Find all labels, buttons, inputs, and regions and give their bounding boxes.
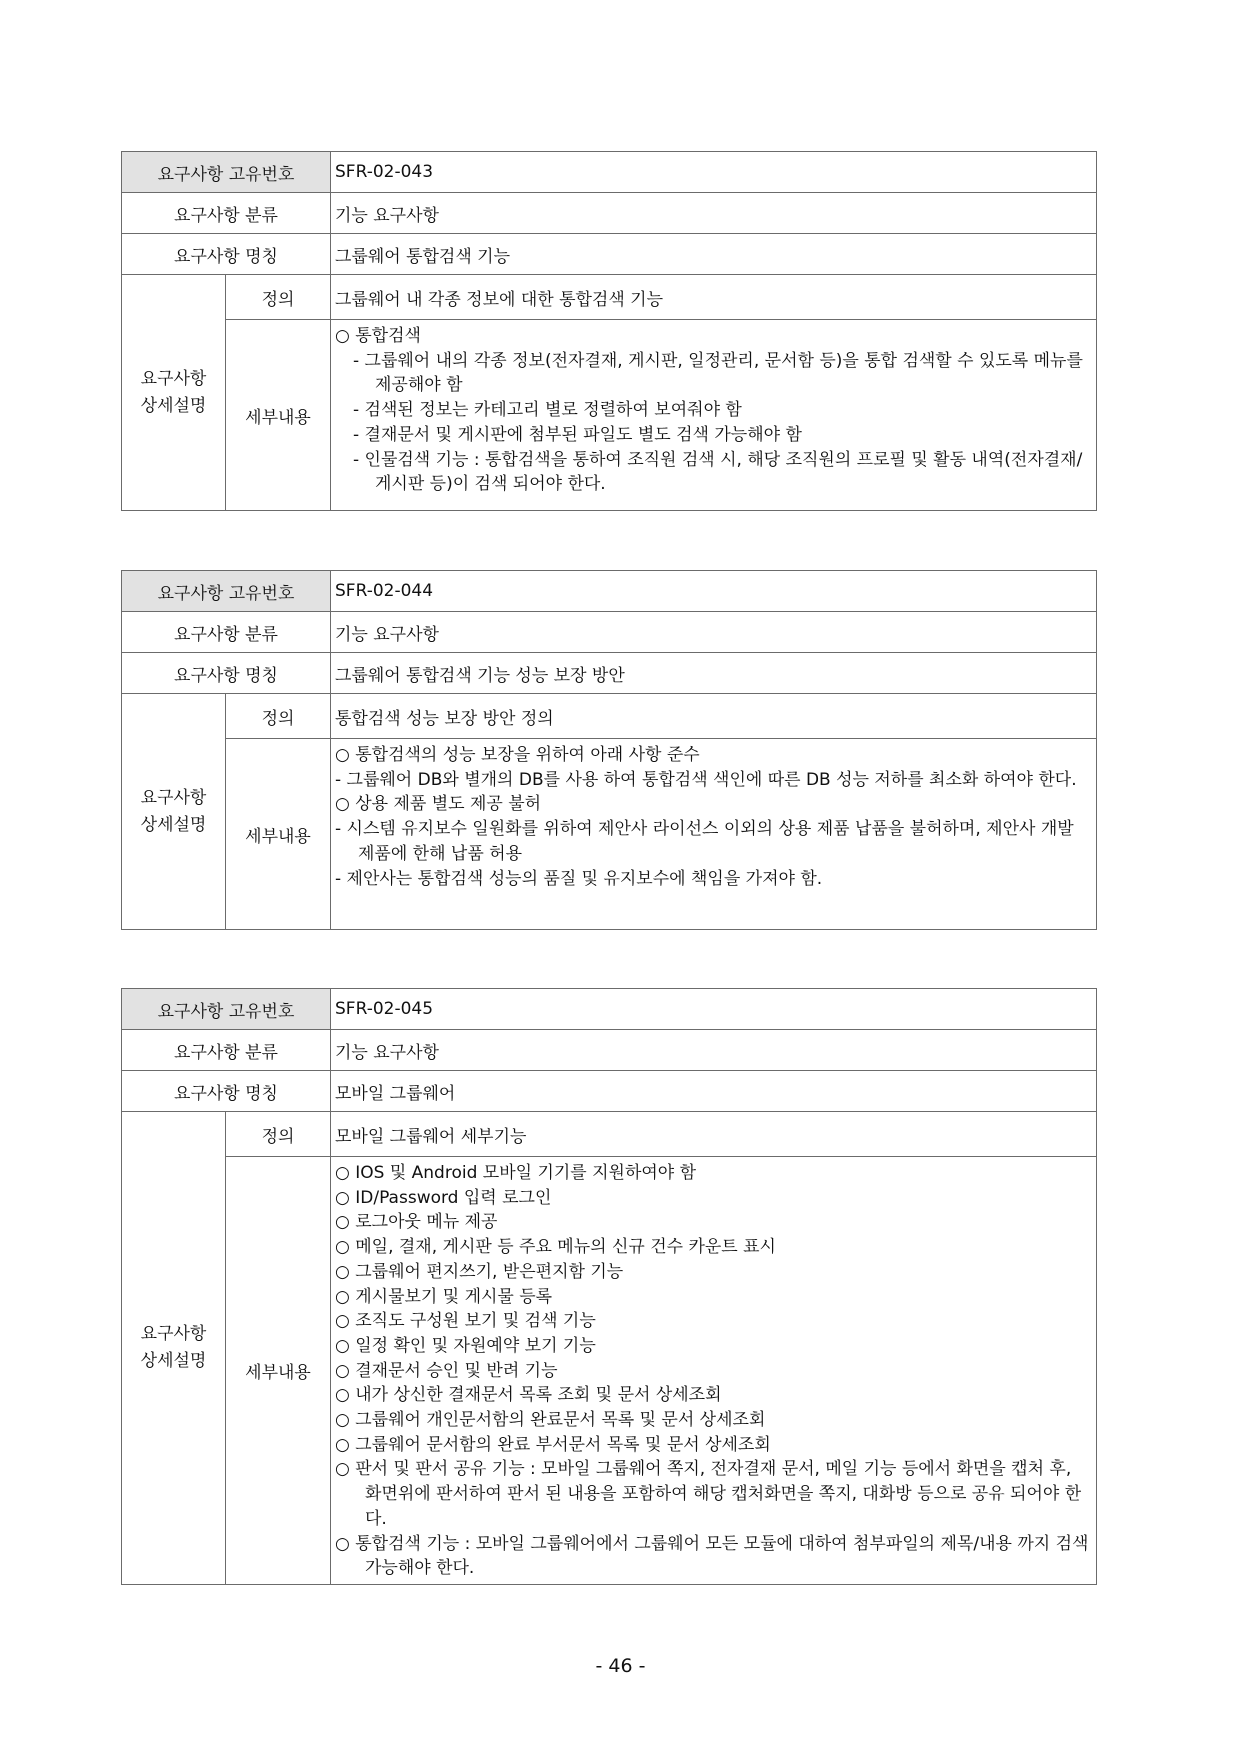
- category-label: 요구사항 분류: [122, 612, 331, 653]
- id-label: 요구사항 고유번호: [122, 152, 331, 193]
- content-line: ○ 결재문서 승인 및 반려 기능: [335, 1360, 558, 1381]
- content-line: ○ 조직도 구성원 보기 및 검색 기능: [335, 1311, 596, 1332]
- content-line: ○ 게시물보기 및 게시물 등록: [335, 1286, 553, 1307]
- category-value: 기능 요구사항: [331, 193, 1097, 234]
- content-line: - 시스템 유지보수 일원화를 위하여 제안사 라이선스 이외의 상용 제품 납품을 불허하며, 제안사 개발 제품에 한해 납품 허용: [335, 819, 1074, 864]
- detail-label-line1: 요구사항: [140, 787, 207, 808]
- content-line: ○ 내가 상신한 결재문서 목록 조회 및 문서 상세조회: [335, 1385, 722, 1406]
- definition-value: 모바일 그룹웨어 세부기능: [331, 1112, 1097, 1157]
- content-line: ○ 통합검색 기능 : 모바일 그룹웨어에서 그룹웨어 모든 모듈에 대하여 첨부파일의 제목/내용 까지 검색 가능해야 한다.: [335, 1533, 1089, 1579]
- name-value: 그룹웨어 통합검색 기능 성능 보장 방안: [331, 653, 1097, 694]
- page-number: - 46 -: [595, 1655, 646, 1677]
- content-label: 세부내용: [226, 320, 331, 511]
- definition-label: 정의: [226, 275, 331, 320]
- content-label: 세부내용: [226, 739, 331, 930]
- detail-label: [122, 694, 226, 930]
- detail-label-line2: 상세설명: [140, 814, 207, 835]
- content-line: ○ 그룹웨어 문서함의 완료 부서문서 목록 및 문서 상세조회: [335, 1434, 771, 1455]
- category-value: 기능 요구사항: [331, 1030, 1097, 1071]
- content-line: ○ 판서 및 판서 공유 기능 : 모바일 그룹웨어 쪽지, 전자결재 문서, 메일 기능 등에서 화면을 캡처 후, 화면위에 판서하여 판서 된 내용을 포함하여 해당 캡처화면을 쪽지, 대화방 등으로 공유 되어야 한다.: [335, 1459, 1082, 1529]
- content-line: - 검색된 정보는 카테고리 별로 정렬하여 보여줘야 함: [353, 400, 742, 421]
- detail-label-line2: 상세설명: [140, 395, 207, 416]
- name-label: 요구사항 명칭: [122, 653, 331, 694]
- detail-label: [122, 275, 226, 511]
- category-label: 요구사항 분류: [122, 193, 331, 234]
- content-label: 세부내용: [226, 1157, 331, 1585]
- definition-value: 그룹웨어 내 각종 정보에 대한 통합검색 기능: [331, 275, 1097, 320]
- content-line: - 그룹웨어 내의 각종 정보(전자결재, 게시판, 일정관리, 문서함 등)을 통합 검색할 수 있도록 메뉴를 제공해야 함: [353, 350, 1083, 396]
- name-value: 그룹웨어 통합검색 기능: [331, 234, 1097, 275]
- id-value: SFR-02-043: [331, 152, 1097, 193]
- content-line: ○ 일정 확인 및 자원예약 보기 기능: [335, 1335, 596, 1356]
- content-line: ○ 통합검색: [335, 326, 421, 346]
- definition-label: 정의: [226, 1112, 331, 1157]
- id-label: 요구사항 고유번호: [122, 989, 331, 1030]
- id-value: SFR-02-044: [331, 571, 1097, 612]
- content-line: ○ 그룹웨어 개인문서함의 완료문서 목록 및 문서 상세조회: [335, 1410, 766, 1431]
- requirement-table-2: [121, 570, 1097, 930]
- id-value: SFR-02-045: [331, 989, 1097, 1030]
- content-line: - 그룹웨어 DB와 별개의 DB를 사용 하여 통합검색 색인에 따른 DB 성능 저하를 최소화 하여야 한다.: [335, 769, 1077, 790]
- content-cell: [331, 1157, 1097, 1585]
- content-line: - 결재문서 및 게시판에 첨부된 파일도 별도 검색 가능해야 함: [353, 424, 802, 445]
- detail-label-line1: 요구사항: [140, 1323, 207, 1344]
- content-line: ○ 상용 제품 별도 제공 불허: [335, 794, 542, 815]
- requirement-table-1: [121, 151, 1097, 511]
- category-label: 요구사항 분류: [122, 1030, 331, 1071]
- content-line: ○ 그룹웨어 편지쓰기, 받은편지함 기능: [335, 1261, 624, 1282]
- definition-value: 통합검색 성능 보장 방안 정의: [331, 694, 1097, 739]
- detail-label: [122, 1112, 226, 1585]
- content-line: ○ 로그아웃 메뉴 제공: [335, 1212, 498, 1233]
- name-value: 모바일 그룹웨어: [331, 1071, 1097, 1112]
- content-line: - 인물검색 기능 : 통합검색을 통하여 조직원 검색 시, 해당 조직원의 프로필 및 활동 내역(전자결재/게시판 등)이 검색 되어야 한다.: [353, 449, 1083, 495]
- requirement-table-3: [121, 988, 1097, 1585]
- category-value: 기능 요구사항: [331, 612, 1097, 653]
- content-line: ○ ID/Password 입력 로그인: [335, 1187, 552, 1208]
- name-label: 요구사항 명칭: [122, 1071, 331, 1112]
- content-line: ○ 메일, 결재, 게시판 등 주요 메뉴의 신규 건수 카운트 표시: [335, 1237, 776, 1258]
- content-cell: [331, 320, 1097, 511]
- detail-label-line2: 상세설명: [140, 1350, 207, 1371]
- content-line: - 제안사는 통합검색 성능의 품질 및 유지보수에 책임을 가져야 함.: [335, 868, 823, 889]
- definition-label: 정의: [226, 694, 331, 739]
- id-label: 요구사항 고유번호: [122, 571, 331, 612]
- content-cell: [331, 739, 1097, 930]
- detail-label-line1: 요구사항: [140, 368, 207, 389]
- name-label: 요구사항 명칭: [122, 234, 331, 275]
- content-line: ○ IOS 및 Android 모바일 기기를 지원하여야 함: [335, 1163, 697, 1183]
- content-line: ○ 통합검색의 성능 보장을 위하여 아래 사항 준수: [335, 745, 700, 765]
